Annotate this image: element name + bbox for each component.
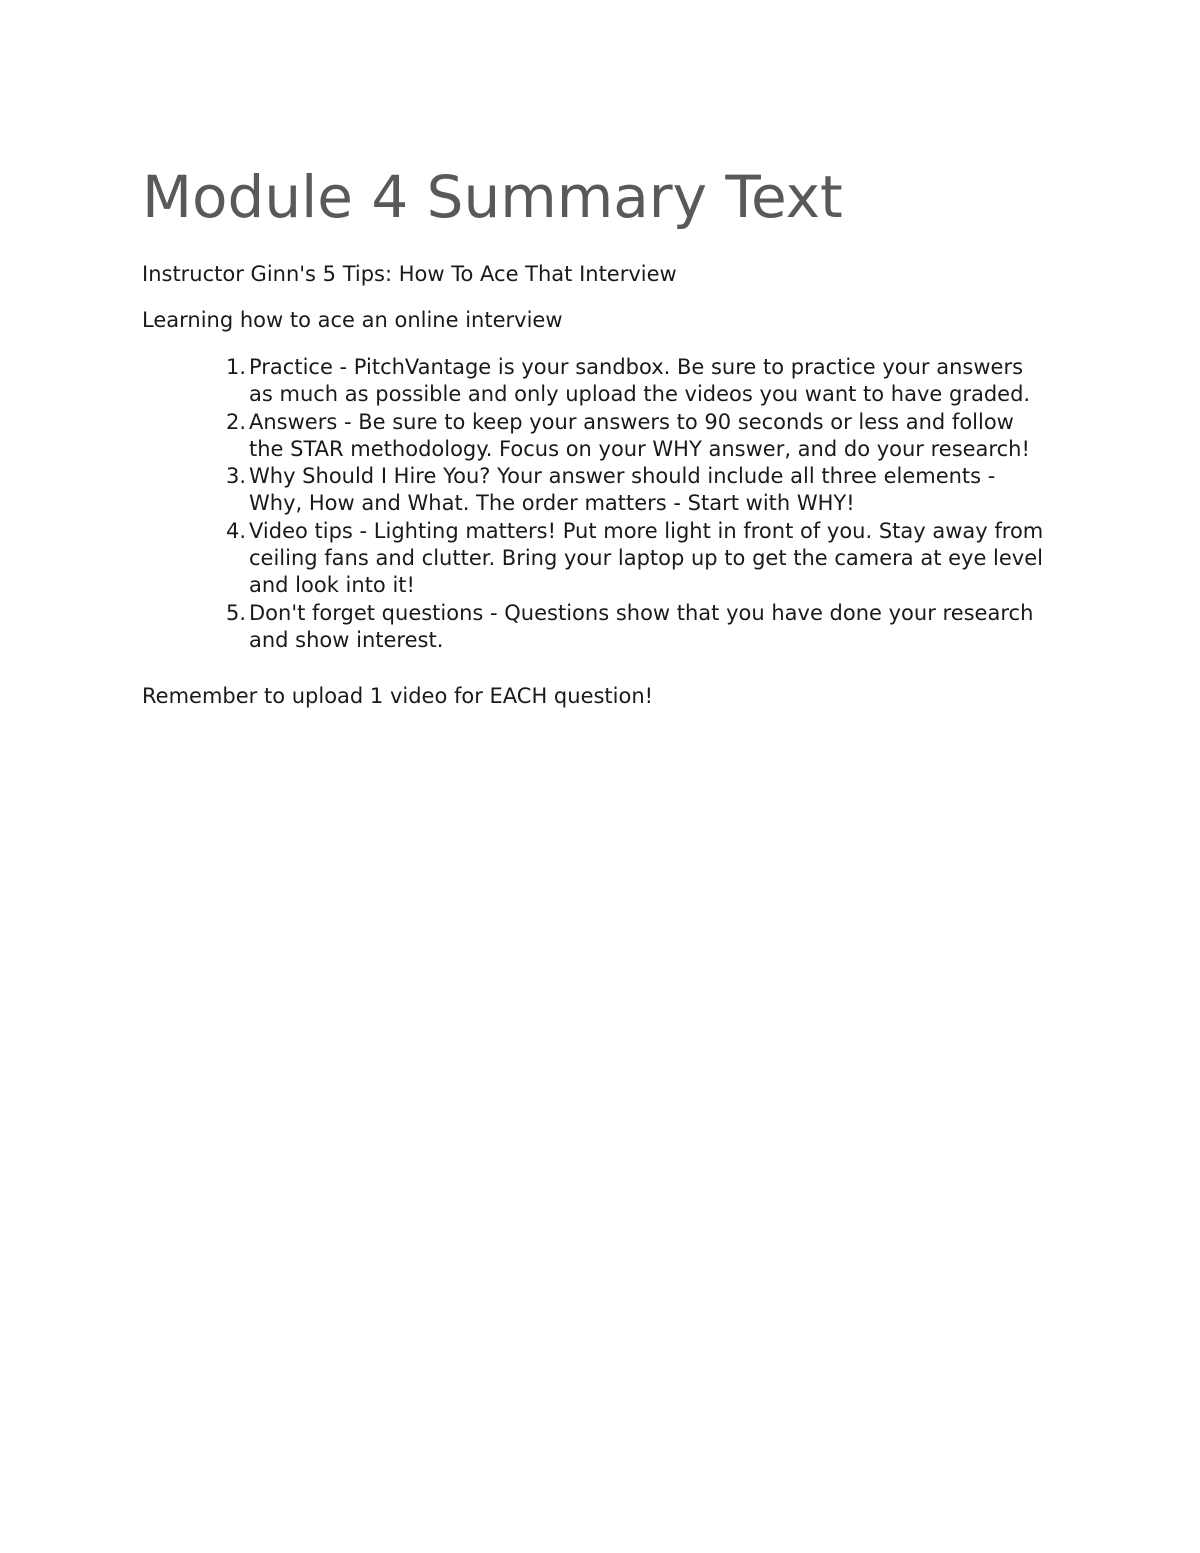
list-item-number: 1.: [225, 355, 246, 379]
list-item-text: Practice - PitchVantage is your sandbox. Be sure to practice your answers as much as possible and only upload the videos you want to have graded.: [249, 355, 1031, 407]
list-item-number: 4.: [225, 518, 246, 543]
list-item-number: 5.: [225, 600, 246, 625]
intro-text: Learning how to ace an online interview: [142, 308, 563, 332]
list-item-text: Video tips - Lighting matters! Put more light in front of you. Stay away from ceiling fans and clutter. Bring your laptop up to get the camera at eye level and look into it!: [249, 518, 1044, 598]
list-item-number: 2.: [225, 409, 246, 434]
document-title: Module 4 Summary Text: [142, 163, 843, 231]
list-item-text: Answers - Be sure to keep your answers to 90 seconds or less and follow the STAR methodology. Focus on your WHY answer, and do your research!: [249, 409, 1030, 461]
list-item: [142, 463, 1052, 518]
document-body: [142, 160, 1052, 728]
tips-list: [142, 354, 1052, 654]
closing-text: Remember to upload 1 video for EACH question!: [142, 684, 654, 709]
list-item: [142, 354, 1052, 409]
document-subtitle: Instructor Ginn's 5 Tips: How To Ace That Interview: [142, 262, 677, 286]
list-item: [142, 518, 1052, 600]
list-item-text: Why Should I Hire You? Your answer should include all three elements - Why, How and What. The order matters - Start with WHY!: [249, 464, 996, 516]
list-item: [142, 600, 1052, 655]
list-item-text: Don't forget questions - Questions show that you have done your research and show interest.: [249, 600, 1034, 652]
list-item-number: 3.: [225, 464, 246, 489]
list-item: [142, 409, 1052, 464]
